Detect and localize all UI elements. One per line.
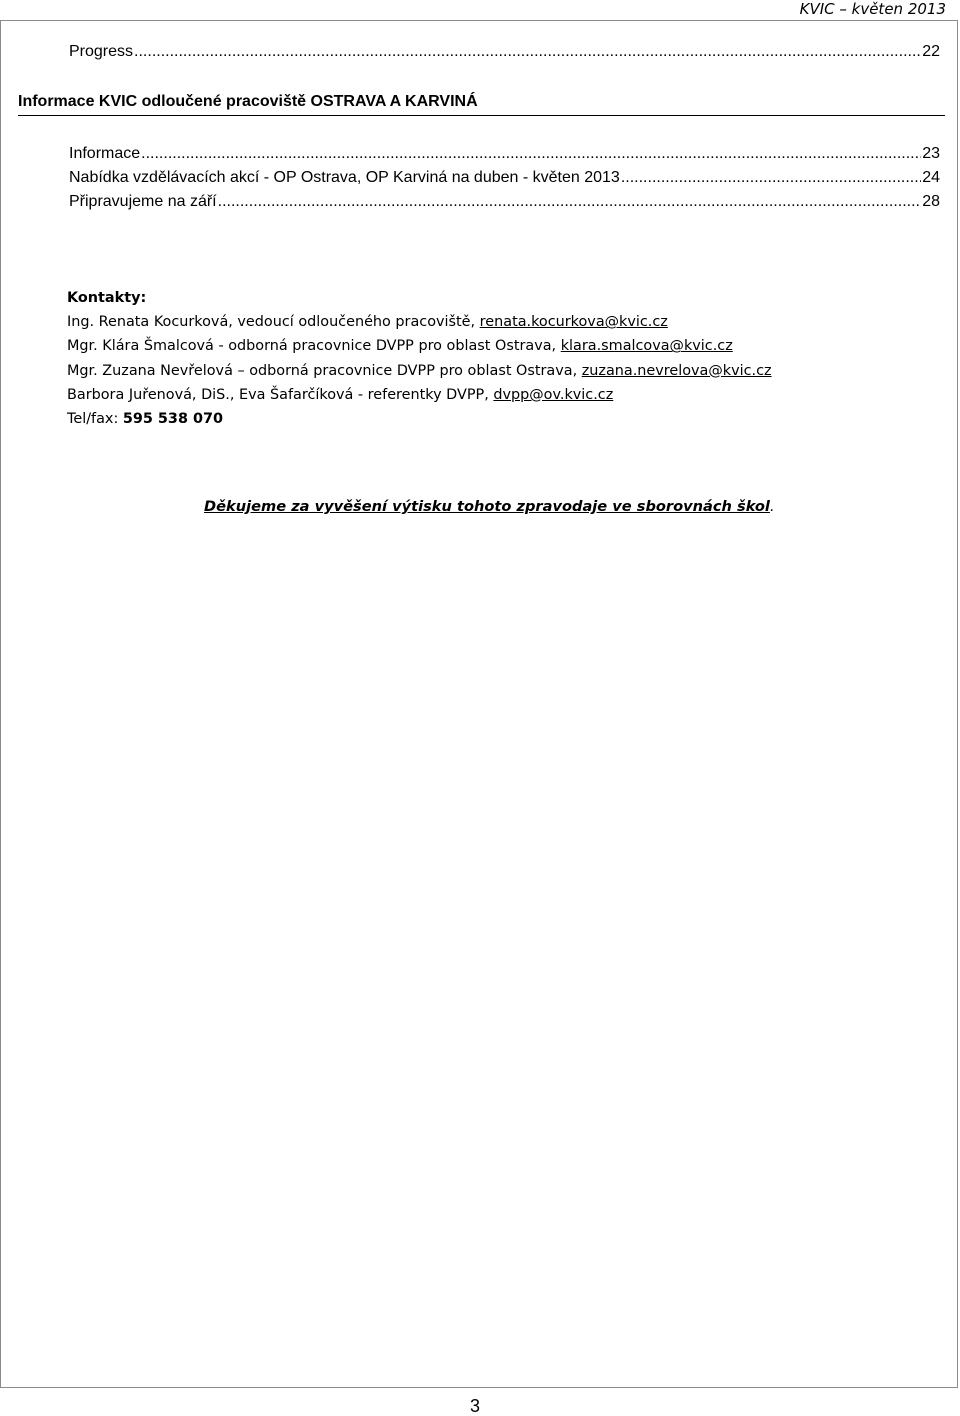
contact-email-link[interactable]: dvpp@ov.kvic.cz: [493, 386, 614, 403]
phone-number: 595 538 070: [122, 410, 224, 427]
toc-entry-page: 24: [922, 169, 940, 186]
section-heading: Informace KVIC odloučené pracoviště OSTRAVA A KARVINÁ: [18, 92, 945, 116]
toc-entry-page: 23: [922, 145, 940, 162]
contact-text: Mgr. Zuzana Nevřelová – odborná pracovnice DVPP pro oblast Ostrava,: [67, 362, 582, 379]
contact-person: [67, 383, 772, 407]
page-number: 3: [470, 1396, 481, 1416]
thanks-text: Děkujeme za vyvěšení výtisku tohoto zpravodaje ve sborovnách škol: [204, 498, 770, 515]
contact-email-link[interactable]: renata.kocurkova@kvic.cz: [479, 314, 668, 331]
running-header: KVIC – květen 2013: [799, 0, 946, 18]
page-frame: [0, 20, 958, 1388]
toc-leader-dots: [141, 144, 921, 164]
toc-leader-dots: [134, 42, 921, 62]
toc-entry-informace[interactable]: [69, 144, 940, 164]
contact-text: Mgr. Klára Šmalcová - odborná pracovnice DVPP pro oblast Ostrava,: [67, 338, 561, 355]
contact-phone: [67, 407, 772, 431]
toc-entry-nabidka[interactable]: [69, 168, 940, 188]
phone-label: Tel/fax:: [67, 410, 123, 427]
contact-person: [67, 310, 772, 334]
thanks-note: [204, 496, 775, 518]
toc-entry-page: 28: [922, 193, 940, 210]
toc-entry-progress[interactable]: [69, 42, 940, 62]
toc-leader-dots: [218, 192, 922, 212]
toc-leader-dots: [621, 168, 921, 188]
toc-entry-page: 22: [922, 43, 940, 60]
toc-entry-pripravujeme[interactable]: [69, 192, 940, 212]
thanks-end: .: [769, 498, 775, 515]
contacts-block: [67, 286, 772, 431]
contacts-heading: Kontakty:: [67, 290, 147, 306]
contact-email-link[interactable]: zuzana.nevrelova@kvic.cz: [581, 362, 772, 379]
toc-entry-label: Informace: [69, 145, 141, 162]
toc-entry-label: Připravujeme na září: [69, 193, 217, 210]
toc-entry-label: Nabídka vzdělávacích akcí - OP Ostrava, OP Karviná na duben - květen 2013: [69, 169, 620, 186]
contact-email-link[interactable]: klara.smalcova@kvic.cz: [560, 338, 733, 355]
contact-text: Ing. Renata Kocurková, vedoucí odloučeného pracoviště,: [67, 314, 480, 331]
toc-entry-label: Progress: [69, 43, 134, 60]
contact-text: Barbora Juřenová, DiS., Eva Šafarčíková - referentky DVPP,: [67, 386, 494, 403]
contact-person: [67, 359, 772, 383]
contact-person: [67, 334, 772, 358]
